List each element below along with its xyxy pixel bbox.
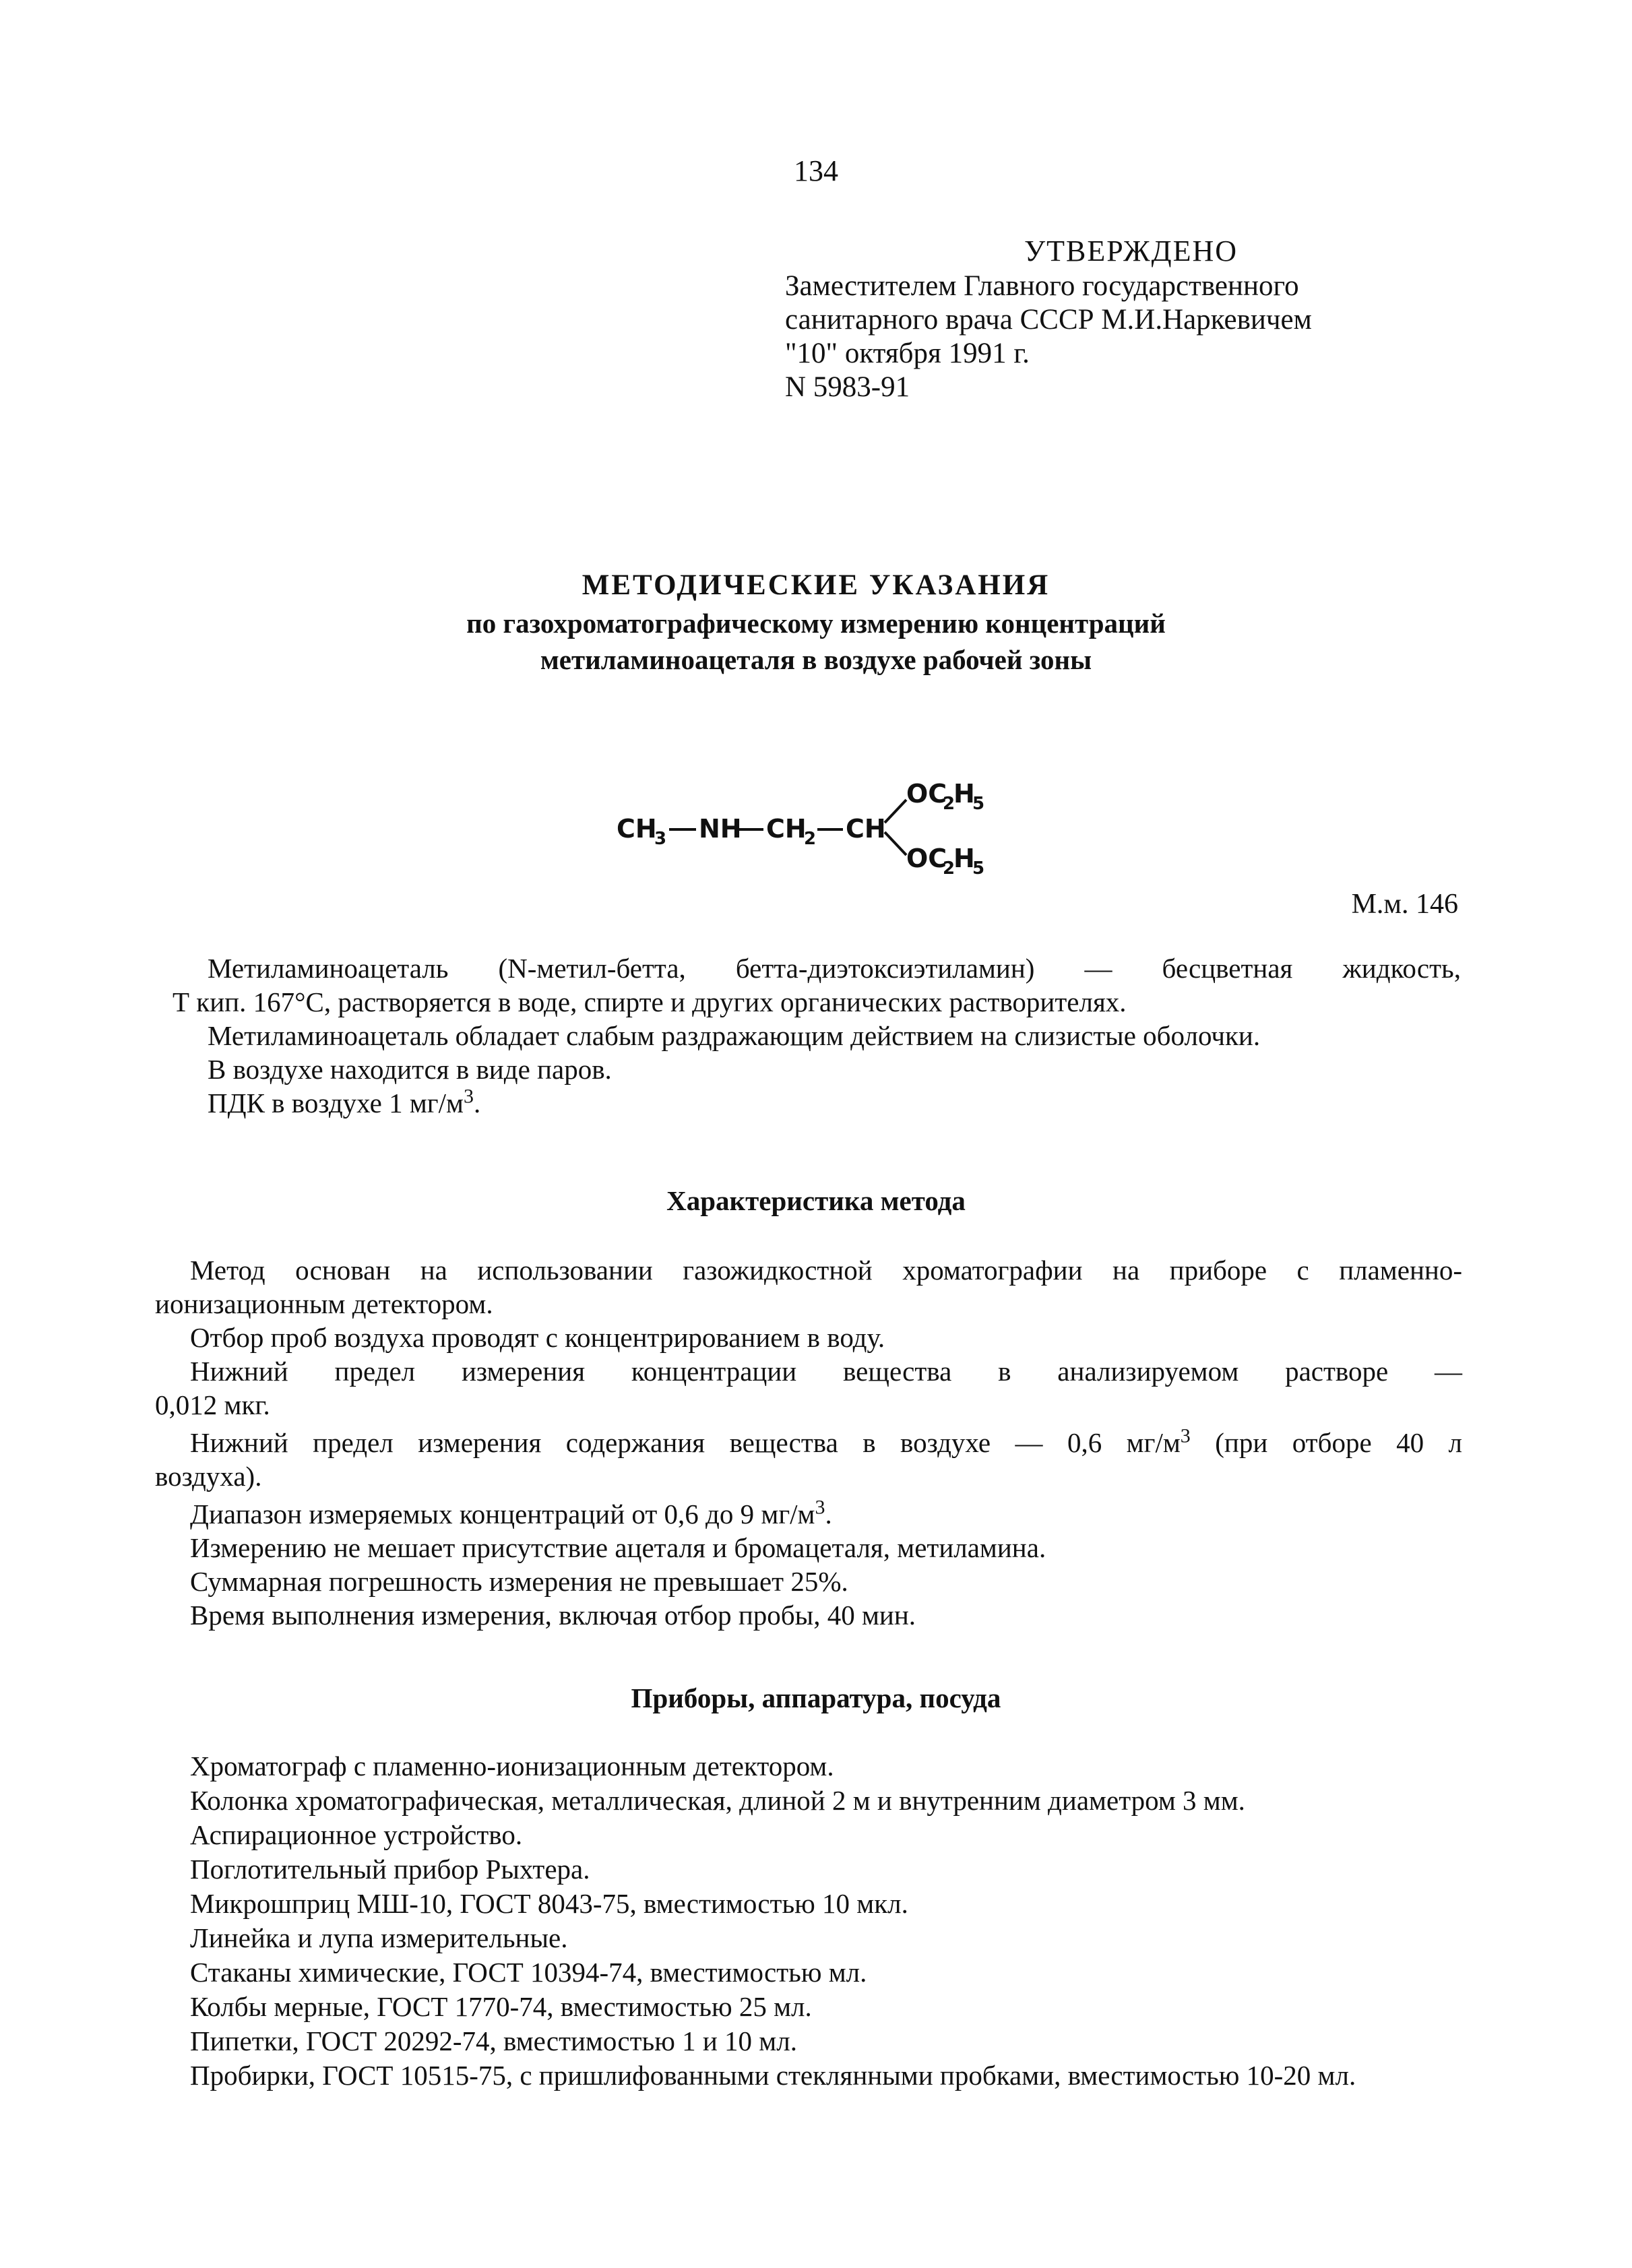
formula-ch2: CH (766, 814, 807, 844)
heading-title: МЕТОДИЧЕСКИЕ УКАЗАНИЯ (582, 569, 1050, 601)
superscript: 3 (815, 1496, 825, 1519)
section-title-equipment: Приборы, аппаратура, посуда (631, 1682, 1001, 1713)
heading-subtitle: по газохроматографическому измерению концентраций (466, 608, 1166, 639)
superscript: 3 (463, 1085, 474, 1108)
pdk-end: . (473, 1088, 481, 1119)
document-heading (0, 567, 1632, 678)
text-line: ионизационным детектором. (155, 1288, 493, 1319)
formula-sub: 5 (972, 794, 985, 814)
section-title-method: Характеристика метода (666, 1185, 966, 1216)
list-item: Микрошприц МШ-10, ГОСТ 8043-75, вместимостью 10 мкл. (190, 1888, 908, 1919)
formula-bond (885, 832, 906, 855)
text-line: Суммарная погрешность измерения не превышает 25%. (190, 1566, 848, 1597)
approval-line: N 5983-91 (785, 371, 910, 403)
method-section (155, 1253, 1462, 1632)
list-item: Хроматограф с пламенно-ионизационным детектором. (190, 1751, 834, 1782)
formula-ch3: CH (617, 814, 657, 844)
approval-block (785, 234, 1312, 404)
text-line: Нижний предел измерения концентрации вещества в анализируемом растворе — (190, 1356, 1462, 1387)
limit-text: (при отборе 40 л (1190, 1427, 1462, 1458)
range-text: Диапазон измеряемых концентраций от 0,6 до 9 мг/м (190, 1499, 815, 1530)
text-line: 0,012 мкг. (155, 1389, 270, 1420)
text-line: Метиламиноацеталь (N-метил-бетта, бетта-диэтоксиэтиламин) — бесцветная жидкость, (208, 953, 1461, 984)
formula-ch: CH (846, 814, 886, 844)
formula-oc-bottom: OC (906, 844, 947, 873)
intro-paragraph (172, 951, 1461, 1120)
formula-ch2-sub: 2 (804, 829, 817, 849)
text-line (155, 1426, 1462, 1459)
list-item: Колонка хроматографическая, металлическая, длиной 2 м и внутренним диаметром 3 мм. (190, 1785, 1245, 1816)
formula-h-bottom: H (953, 844, 975, 873)
formula-ch3-sub: 3 (654, 829, 667, 849)
list-item: Колбы мерные, ГОСТ 1770-74, вместимостью 25 мл. (190, 1991, 812, 2022)
approval-line: Заместителем Главного государственного (785, 270, 1299, 302)
list-item: Стаканы химические, ГОСТ 10394-74, вместимостью мл. (190, 1957, 867, 1988)
approval-title: УТВЕРЖДЕНО (1024, 234, 1238, 267)
text-line: Т кип. 167°С, растворяется в воде, спирте и других органических растворителях. (172, 986, 1127, 1017)
text-line: Метод основан на использовании газожидкостной хроматографии на приборе с пламенно- (190, 1255, 1462, 1286)
limit-text: Нижний предел измерения содержания вещества в воздухе — 0,6 мг/м (190, 1427, 1181, 1458)
text-line (172, 1086, 1461, 1120)
list-item: Поглотительный прибор Рыхтера. (190, 1854, 590, 1885)
text-line: воздуха). (155, 1461, 262, 1492)
molar-mass: М.м. 146 (1351, 889, 1458, 920)
formula-sub: 2 (943, 794, 955, 814)
list-item: Линейка и лупа измерительные. (190, 1922, 568, 1953)
formula-sub: 5 (972, 858, 985, 879)
approval-line: санитарного врача СССР М.И.Наркевичем (785, 304, 1312, 336)
formula-nh: NH (699, 814, 742, 844)
formula-sub: 2 (943, 858, 955, 879)
list-item: Пипетки, ГОСТ 20292-74, вместимостью 1 и 10 мл. (190, 2025, 797, 2056)
list-item: Аспирационное устройство. (190, 1819, 523, 1850)
text-line: В воздухе находится в виде паров. (208, 1054, 612, 1085)
equipment-list (155, 1749, 1462, 2093)
pdk-text: ПДК в воздухе 1 мг/м (208, 1088, 464, 1119)
formula-oc-top: OC (906, 779, 947, 809)
text-line: Время выполнения измерения, включая отбор пробы, 40 мин. (190, 1600, 916, 1631)
formula-h-top: H (953, 779, 975, 809)
superscript: 3 (1180, 1424, 1191, 1447)
text-line: Отбор проб воздуха проводят с концентрированием в воду. (190, 1322, 885, 1353)
range-end: . (825, 1499, 832, 1530)
structural-formula (617, 758, 994, 879)
text-line: Метиламиноацеталь обладает слабым раздражающим действием на слизистые оболочки. (208, 1020, 1261, 1051)
list-item: Пробирки, ГОСТ 10515-75, с пришлифованными стеклянными пробками, вместимостью 10-20 мл. (190, 2060, 1356, 2091)
text-line: Измерению не мешает присутствие ацеталя и бромацеталя, метиламина. (190, 1532, 1046, 1563)
text-line (155, 1497, 1462, 1531)
approval-line: "10" октября 1991 г. (785, 338, 1030, 369)
heading-subtitle: метиламиноацеталя в воздухе рабочей зоны (540, 644, 1092, 675)
formula-bond (885, 800, 906, 823)
page-number: 134 (794, 154, 838, 187)
